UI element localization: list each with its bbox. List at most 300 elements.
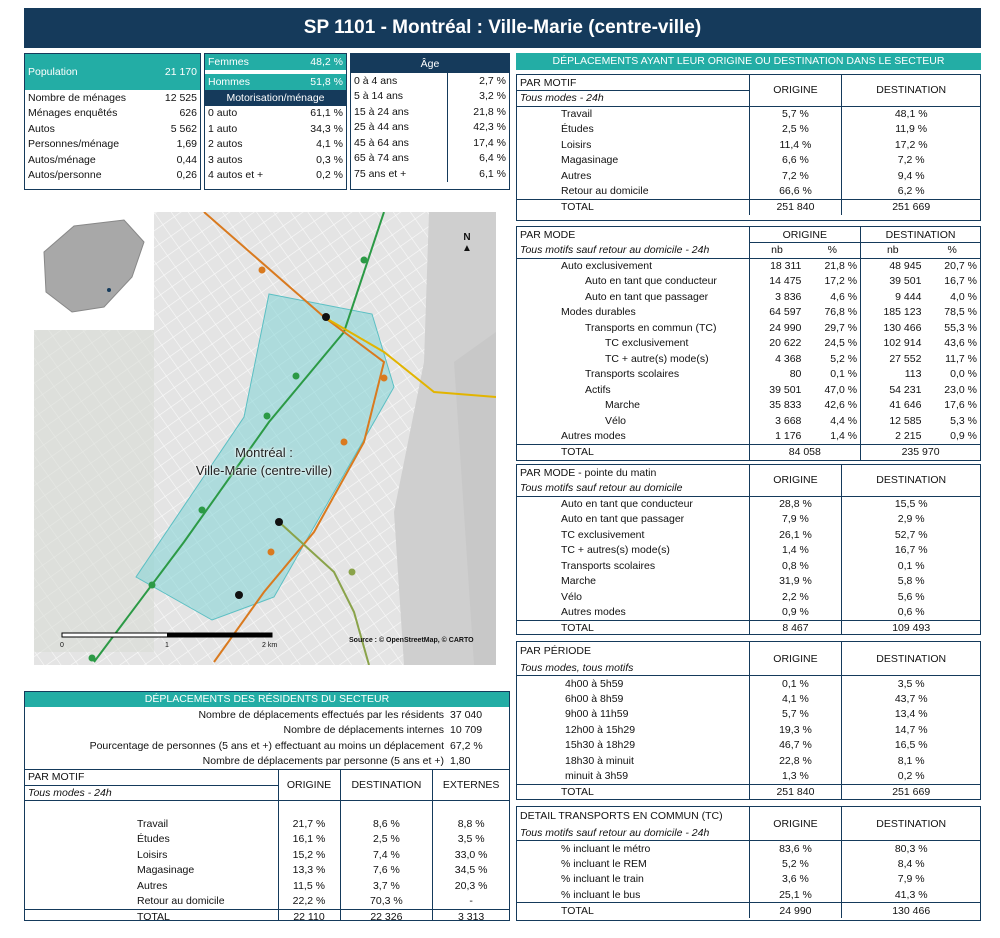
profile-label: Ménages enquêtés [28, 107, 118, 120]
map-label-line2: Ville-Marie (centre-ville) [195, 463, 333, 478]
res-destination: 8,6 % [340, 816, 433, 832]
age-value: 17,4 % [447, 135, 509, 151]
age-row [351, 135, 509, 151]
od-mode-label: Auto exclusivement [561, 260, 653, 272]
res-stat-value: 37 040 [450, 708, 483, 721]
od-pointe-origine: 26,1 % [749, 527, 842, 543]
od-tc-box [516, 806, 981, 921]
od-mode-orig-pct: 17,2 % [824, 275, 858, 288]
od-tc-origine: 3,6 % [749, 872, 842, 888]
population-row [25, 54, 200, 90]
od-pointe-row [517, 589, 980, 605]
od-pointe-destination: DESTINATION [842, 465, 980, 496]
res-origine: 13,3 % [278, 863, 340, 879]
age-label: 75 ans et + [354, 167, 407, 180]
res-motif-row [25, 894, 509, 910]
men-label: Hommes [205, 72, 283, 90]
od-mode-pct1: % [804, 243, 860, 259]
od-mode-label: Actifs [585, 383, 611, 396]
od-motif-origine: 2,5 % [749, 122, 842, 138]
population-label: Population [28, 66, 78, 78]
od-pointe-destination: 2,9 % [842, 512, 980, 528]
map-canvas [34, 212, 496, 665]
od-tc-origine: ORIGINE [749, 807, 842, 841]
od-periode-row [517, 676, 980, 692]
od-mode-orig-nb: 35 833 [749, 398, 804, 414]
od-motif-origine: 11,4 % [749, 137, 842, 153]
od-pointe-origine: ORIGINE [749, 465, 842, 496]
od-pointe-destination: 15,5 % [842, 496, 980, 512]
od-mode-orig-pct: 76,8 % [824, 306, 858, 319]
od-motif-destination: 17,2 % [842, 137, 980, 153]
res-col-externes: EXTERNES [433, 770, 509, 801]
od-mode-dest-nb: 27 552 [861, 351, 925, 367]
od-periode-title: PAR PÉRIODE [520, 645, 591, 657]
od-mode-dest-pct: 17,6 % [944, 399, 977, 412]
women-row [205, 54, 346, 72]
res-origine: 11,5 % [278, 878, 340, 894]
od-mode-row [517, 413, 980, 429]
od-mode-row [517, 429, 980, 445]
od-periode-row [517, 707, 980, 723]
res-motif-row [25, 878, 509, 894]
residents-title: DÉPLACEMENTS DES RÉSIDENTS DU SECTEUR [25, 692, 509, 707]
profile-value: 1,69 [176, 138, 197, 151]
res-destination: 7,4 % [340, 847, 433, 863]
od-mode-dest-pct: 43,6 % [944, 337, 977, 350]
od-tc-title: DETAIL TRANSPORTS EN COMMUN (TC) [520, 810, 723, 822]
od-pointe-total-origine: 8 467 [749, 620, 842, 635]
scale-2: 2 km [262, 642, 278, 649]
res-motif-label: Travail [137, 817, 169, 830]
od-mode-dest-pct: 55,3 % [944, 321, 977, 334]
od-periode-label: 6h00 à 8h59 [565, 692, 624, 705]
res-stat-row [25, 723, 509, 739]
od-motif-origine: ORIGINE [749, 75, 842, 106]
od-motif-row [517, 168, 980, 184]
res-externes: 3,5 % [433, 832, 509, 848]
od-periode-destination: 13,4 % [842, 707, 980, 723]
res-motif-label: Études [137, 833, 170, 846]
od-periode-destination: 16,5 % [842, 738, 980, 754]
res-stat-value: 10 709 [450, 724, 483, 737]
od-motif-row [517, 153, 980, 169]
od-motif-label: Travail [561, 108, 593, 120]
res-total-label: TOTAL [25, 909, 278, 921]
od-motif-destination: 48,1 % [842, 106, 980, 122]
res-motif-label: Retour au domicile [137, 895, 225, 907]
od-mode-nb2: nb [861, 243, 925, 259]
age-label: 15 à 24 ans [354, 105, 409, 118]
od-tc-total-destination: 130 466 [842, 903, 980, 919]
res-destination: 2,5 % [340, 832, 433, 848]
od-mode-label: Modes durables [561, 306, 636, 319]
od-pointe-destination: 5,6 % [842, 589, 980, 605]
od-periode-row [517, 738, 980, 754]
od-pointe-label: TC exclusivement [561, 528, 645, 541]
od-mode-dest-pct: 20,7 % [944, 260, 977, 272]
od-mode-row [517, 398, 980, 414]
motor-label: 1 auto [208, 122, 238, 135]
age-value: 6,1 % [447, 166, 509, 182]
od-periode-destination: 8,1 % [842, 753, 980, 769]
od-mode-orig-nb: 39 501 [749, 382, 804, 398]
od-pointe-label: Auto en tant que conducteur [561, 498, 693, 510]
od-mode-orig-pct: 4,4 % [830, 414, 858, 427]
profile-row [25, 168, 200, 184]
od-mode-orig-nb: 4 368 [749, 351, 804, 367]
scale-0: 0 [60, 642, 64, 649]
od-pointe-row [517, 512, 980, 528]
res-motif-title: PAR MOTIF [25, 770, 278, 786]
profile-label: Nombre de ménages [28, 91, 127, 104]
od-mode-dest-nb: 9 444 [861, 289, 925, 305]
motor-row [205, 152, 346, 168]
od-mode-dest-nb: 2 215 [861, 429, 925, 445]
od-periode-origine: 1,3 % [749, 769, 842, 785]
residents-box [24, 691, 510, 921]
od-mode-row [517, 305, 980, 321]
od-pointe-origine: 31,9 % [749, 574, 842, 590]
od-pointe-total-label: TOTAL [517, 620, 749, 635]
od-periode-sub: Tous modes, tous motifs [517, 660, 749, 676]
age-row [351, 151, 509, 167]
od-motif-destination: 9,4 % [842, 168, 980, 184]
od-mode-dest-nb: 41 646 [861, 398, 925, 414]
res-col-destination: DESTINATION [340, 770, 433, 801]
age-row [351, 89, 509, 105]
od-tc-sub: Tous motifs sauf retour au domicile - 24h [517, 825, 749, 841]
profile-row [25, 137, 200, 153]
od-tc-row [517, 841, 980, 857]
od-mode-orig-nb: 80 [749, 367, 804, 383]
od-tc-total-origine: 24 990 [749, 903, 842, 919]
od-mode-dest-nb: 113 [861, 367, 925, 383]
profile-label: Personnes/ménage [28, 138, 120, 151]
res-motif-row [25, 832, 509, 848]
od-mode-label: Auto en tant que conducteur [585, 275, 717, 288]
od-mode-row [517, 367, 980, 383]
od-periode-row [517, 722, 980, 738]
od-motif-destination: 6,2 % [842, 184, 980, 200]
od-motif-destination: DESTINATION [842, 75, 980, 106]
motor-value: 61,1 % [310, 107, 343, 120]
motor-title: Motorisation/ménage [226, 91, 325, 104]
page-title: SP 1101 - Montréal : Ville-Marie (centre-ville) [24, 8, 981, 48]
men-value: 51,8 % [283, 72, 346, 90]
od-pointe-origine: 7,9 % [749, 512, 842, 528]
od-tc-label: % incluant le REM [561, 857, 647, 870]
od-motif-destination: 11,9 % [842, 122, 980, 138]
od-tc-origine: 83,6 % [749, 841, 842, 857]
map-label-line1: Montréal : [235, 445, 293, 460]
od-mode-dest-pct: 23,0 % [944, 383, 977, 396]
od-mode-dest-nb: 54 231 [861, 382, 925, 398]
od-tc-destination: 41,3 % [842, 887, 980, 903]
od-periode-label: minuit à 3h59 [565, 770, 629, 782]
od-periode-label: 12h00 à 15h29 [565, 723, 636, 736]
north-label: N [463, 232, 471, 243]
res-total-externes: 3 313 [433, 909, 509, 921]
res-stat-row [25, 754, 509, 770]
od-tc-origine: 5,2 % [749, 856, 842, 872]
od-pointe-label: TC + autres(s) mode(s) [561, 544, 670, 557]
od-tc-total-row [517, 903, 980, 919]
od-periode-origine: 19,3 % [749, 722, 842, 738]
od-pointe-total-row [517, 620, 980, 635]
profile-row [25, 90, 200, 106]
od-periode-total-origine: 251 840 [749, 784, 842, 800]
od-periode-origine: 4,1 % [749, 691, 842, 707]
res-origine: 15,2 % [278, 847, 340, 863]
od-tc-destination: 7,9 % [842, 872, 980, 888]
profile-label: Autos/ménage [28, 153, 96, 166]
age-label: 25 à 44 ans [354, 121, 409, 134]
od-mode-row [517, 320, 980, 336]
od-mode-total-label: TOTAL [517, 444, 749, 460]
res-motif-label: Loisirs [137, 848, 168, 861]
age-label: 65 à 74 ans [354, 152, 409, 165]
profile-value: 626 [179, 107, 197, 120]
od-mode-label: TC exclusivement [605, 337, 689, 350]
od-periode-origine: ORIGINE [749, 642, 842, 676]
od-mode-origine: ORIGINE [749, 227, 861, 243]
od-pointe-origine: 2,2 % [749, 589, 842, 605]
od-mode-label: Auto en tant que passager [585, 290, 709, 303]
age-row [351, 120, 509, 136]
od-mode-orig-nb: 3 836 [749, 289, 804, 305]
od-mode-dest-pct: 0,0 % [950, 368, 977, 381]
od-periode-destination: 3,5 % [842, 676, 980, 692]
res-stat-label: Nombre de déplacements internes [283, 724, 444, 737]
od-motif-title: PAR MOTIF [517, 75, 749, 91]
od-pointe-origine: 1,4 % [749, 543, 842, 559]
od-pointe-destination: 16,7 % [842, 543, 980, 559]
od-motif-label: Retour au domicile [561, 185, 649, 197]
age-value: 42,3 % [447, 120, 509, 136]
od-mode-orig-nb: 24 990 [749, 320, 804, 336]
res-stat-label: Nombre de déplacements par personne (5 ans et +) [202, 755, 444, 768]
od-pointe-origine: 28,8 % [749, 496, 842, 512]
population-value: 21 170 [164, 66, 197, 78]
od-motif-row [517, 106, 980, 122]
od-tc-label: % incluant le métro [561, 842, 651, 855]
od-mode-orig-pct: 4,6 % [830, 290, 858, 303]
motor-row [205, 106, 346, 122]
mountain-park [34, 322, 154, 652]
od-pointe-label: Transports scolaires [561, 559, 656, 572]
od-tc-destination: DESTINATION [842, 807, 980, 841]
motor-row [205, 121, 346, 137]
profile-value: 12 525 [164, 91, 197, 104]
res-motif-label: Magasinage [137, 864, 195, 877]
od-tc-origine: 25,1 % [749, 887, 842, 903]
res-motif-row [25, 863, 509, 879]
od-mode-orig-nb: 14 475 [749, 274, 804, 290]
od-tc-row [517, 887, 980, 903]
od-mode-dest-nb: 12 585 [861, 413, 925, 429]
od-pointe-origine: 0,8 % [749, 558, 842, 574]
od-periode-row [517, 769, 980, 785]
od-tc-destination: 80,3 % [842, 841, 980, 857]
motor-value: 0,2 % [316, 169, 343, 182]
od-periode-total-row [517, 784, 980, 800]
res-motif-row [25, 847, 509, 863]
od-pointe-row [517, 574, 980, 590]
od-pointe-row [517, 496, 980, 512]
od-periode-origine: 22,8 % [749, 753, 842, 769]
res-origine: 22,2 % [278, 894, 340, 910]
od-tc-label: % incluant le bus [561, 888, 641, 901]
profile-value: 0,44 [176, 153, 197, 166]
od-pointe-row [517, 558, 980, 574]
res-origine: 21,7 % [278, 816, 340, 832]
res-total-row [25, 909, 509, 921]
motor-row [205, 137, 346, 153]
od-mode-orig-nb: 3 668 [749, 413, 804, 429]
motor-label: 3 autos [208, 153, 243, 166]
od-periode-row [517, 691, 980, 707]
motor-label: 4 autos et + [208, 169, 264, 182]
od-periode-origine: 46,7 % [749, 738, 842, 754]
age-value: 2,7 % [447, 73, 509, 89]
res-externes: 33,0 % [433, 847, 509, 863]
age-row [351, 166, 509, 182]
od-mode-label: Marche [605, 399, 641, 412]
od-mode-dest-nb: 102 914 [861, 336, 925, 352]
od-periode-origine: 0,1 % [749, 676, 842, 692]
od-periode-label: 4h00 à 5h59 [565, 677, 624, 690]
res-motif-sub: Tous modes - 24h [25, 785, 278, 801]
res-destination: 70,3 % [340, 894, 433, 910]
motor-value: 4,1 % [316, 138, 343, 151]
od-tc-label: % incluant le train [561, 873, 644, 886]
od-mode-dest-pct: 16,7 % [944, 275, 977, 288]
profile-row [25, 121, 200, 137]
od-mode-label: TC + autre(s) mode(s) [605, 352, 709, 365]
od-mode-row [517, 351, 980, 367]
od-mode-dest-nb: 130 466 [861, 320, 925, 336]
res-externes: 34,5 % [433, 863, 509, 879]
od-motif-box [516, 74, 981, 221]
od-motif-label: Magasinage [561, 154, 619, 167]
od-pointe-destination: 5,8 % [842, 574, 980, 590]
res-stat-row [25, 738, 509, 754]
res-externes: 8,8 % [433, 816, 509, 832]
res-stat-value: 1,80 [450, 755, 471, 768]
od-motif-sub: Tous modes - 24h [517, 91, 749, 107]
od-pointe-row [517, 543, 980, 559]
od-pointe-destination: 0,1 % [842, 558, 980, 574]
od-mode-destination: DESTINATION [861, 227, 980, 243]
motor-box [204, 53, 347, 190]
od-mode-label: Vélo [605, 414, 627, 427]
od-pointe-row [517, 605, 980, 621]
od-mode-row [517, 258, 980, 274]
scale-1: 1 [165, 642, 169, 649]
od-pointe-total-destination: 109 493 [842, 620, 980, 635]
od-motif-label: Loisirs [561, 138, 592, 151]
od-motif-origine: 66,6 % [749, 184, 842, 200]
od-pointe-row [517, 527, 980, 543]
profile-row [25, 152, 200, 168]
res-origine: 16,1 % [278, 832, 340, 848]
od-motif-total-row [517, 199, 980, 215]
od-periode-destination: DESTINATION [842, 642, 980, 676]
women-label: Femmes [208, 56, 249, 68]
od-mode-dest-nb: 48 945 [861, 258, 925, 274]
age-value: 6,4 % [447, 151, 509, 167]
od-mode-pct2: % [924, 243, 980, 259]
od-motif-row [517, 122, 980, 138]
od-pointe-label: Autres modes [561, 606, 626, 618]
motor-row [205, 168, 346, 184]
od-periode-label: 15h30 à 18h29 [565, 739, 636, 752]
motor-value: 34,3 % [310, 122, 343, 135]
age-label: 5 à 14 ans [354, 90, 404, 103]
od-mode-orig-pct: 0,1 % [830, 368, 858, 381]
od-mode-title: PAR MODE [520, 228, 576, 241]
od-tc-row [517, 872, 980, 888]
od-pointe-sub: Tous motifs sauf retour au domicile [517, 481, 749, 497]
res-stat-label: Nombre de déplacements effectués par les résidents [198, 708, 444, 721]
od-periode-total-label: TOTAL [517, 784, 749, 800]
od-motif-label: Études [561, 123, 594, 136]
od-mode-orig-pct: 42,6 % [824, 399, 858, 412]
map-label [174, 444, 354, 480]
od-mode-dest-pct: 11,7 % [945, 352, 977, 365]
od-periode-box [516, 641, 981, 800]
map-source: Source : © OpenStreetMap, © CARTO [349, 637, 474, 644]
od-mode-orig-pct: 5,2 % [830, 352, 858, 365]
od-periode-label: 9h00 à 11h59 [565, 708, 629, 721]
od-mode-row [517, 274, 980, 290]
od-mode-orig-pct: 47,0 % [824, 383, 858, 396]
od-pointe-label: Vélo [561, 590, 583, 603]
women-value: 48,2 % [310, 56, 343, 68]
od-pointe-label: Marche [561, 575, 597, 588]
motor-value: 0,3 % [316, 153, 343, 166]
od-motif-total-destination: 251 669 [842, 199, 980, 215]
profile-row [25, 106, 200, 122]
profile-label: Autos/personne [28, 169, 102, 182]
od-mode-orig-pct: 1,4 % [830, 430, 858, 442]
motor-label: 2 autos [208, 138, 243, 151]
od-mode-nb1: nb [749, 243, 804, 259]
north-arrow: N ▲ [462, 232, 472, 254]
od-motif-origine: 6,6 % [749, 153, 842, 169]
od-tc-total-label: TOTAL [517, 903, 749, 919]
od-mode-orig-pct: 29,7 % [824, 321, 858, 334]
res-stat-label: Pourcentage de personnes (5 ans et +) effectuant au moins un déplacement [89, 739, 444, 752]
od-pointe-destination: 52,7 % [842, 527, 980, 543]
od-mode-box [516, 226, 981, 461]
od-mode-row [517, 382, 980, 398]
od-mode-total-origine: 84 058 [749, 444, 861, 460]
od-mode-orig-nb: 64 597 [749, 305, 804, 321]
od-mode-row [517, 289, 980, 305]
age-label: 45 à 64 ans [354, 136, 409, 149]
od-mode-total-destination: 235 970 [861, 444, 980, 460]
od-periode-destination: 0,2 % [842, 769, 980, 785]
profile-box [24, 53, 201, 190]
od-mode-dest-pct: 0,9 % [950, 430, 977, 442]
od-mode-dest-nb: 39 501 [861, 274, 925, 290]
res-total-origine: 22 110 [278, 909, 340, 921]
res-externes: - [433, 894, 509, 910]
od-motif-origine: 7,2 % [749, 168, 842, 184]
age-value: 3,2 % [447, 89, 509, 105]
